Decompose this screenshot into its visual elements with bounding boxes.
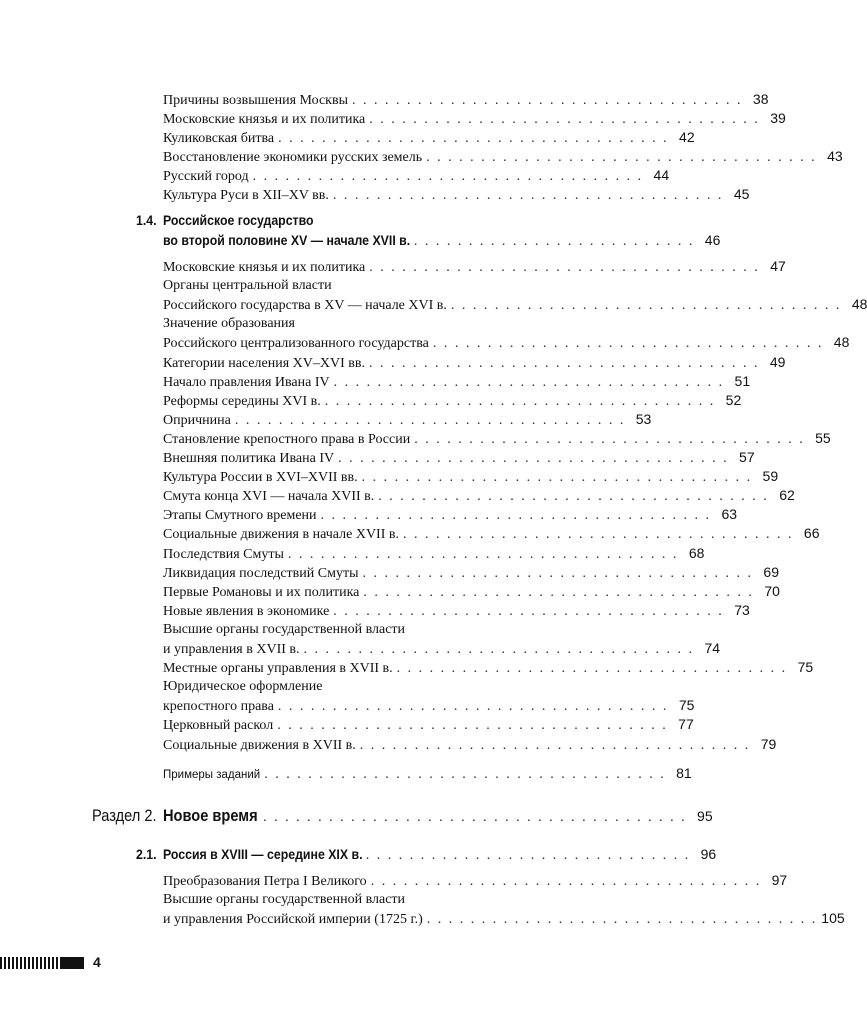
toc-entry[interactable] — [163, 505, 738, 525]
leader-dots: . . . . . . . . . . . . . . . . . . . . . . . . . . . . . . . . . . . . — [332, 188, 724, 203]
section-2-1-title: Россия в XVIII — середине XIX в. — [163, 846, 363, 862]
toc-entry-text: Куликовская битва — [163, 131, 275, 146]
leader-dots: . . . . . . . . . . . . . . . . . . . . . . . . . . . . . . . . . . . . — [324, 393, 716, 409]
toc-entry[interactable] — [163, 128, 695, 148]
toc-entry-text: Церковный раскол — [163, 718, 274, 734]
toc-entry[interactable] — [163, 639, 721, 659]
page-number: 48 — [851, 296, 867, 313]
page-number: 70 — [764, 582, 780, 599]
toc-entry-text: крепостного права — [163, 699, 274, 715]
page-number: 55 — [815, 429, 831, 446]
toc-entry-text: Местные органы управления в XVII в. — [163, 661, 393, 677]
leader-dots: . . . . . . . . . . . . . . . . . . . . . . . . . . . . . . . . . . . . — [277, 718, 668, 734]
toc-entry[interactable] — [163, 372, 751, 392]
page-number: 59 — [762, 468, 779, 485]
leader-dots: . . . . . . . . . . . . . . . . . . . . . . . . . . . . . . . . . . . . — [369, 260, 760, 275]
page-number: 69 — [763, 563, 779, 580]
page-number: 73 — [734, 601, 750, 618]
part-2-label: Раздел 2. — [92, 806, 157, 825]
toc-entry-text: и управления в XVII в. — [163, 642, 300, 657]
toc-entry-text: Реформы середины XVI в. — [163, 393, 321, 409]
leader-dots: . . . . . . . . . . . . . . . . . . . . . . . . . . . . . . — [365, 848, 691, 863]
page-number: 43 — [827, 148, 843, 164]
toc-entry[interactable] — [163, 582, 780, 602]
toc-entry[interactable] — [163, 353, 786, 373]
leader-dots: . . . . . . . . . . . . . . . . . . . . . . . . . . . . . . . . . . . . — [303, 642, 695, 657]
toc-entry[interactable] — [163, 429, 831, 449]
toc-entry-text: Юридическое оформление — [163, 679, 323, 695]
toc-entry-text: Русский город — [163, 169, 249, 184]
toc-entry-text: Примеры заданий — [163, 769, 261, 781]
page-number: 75 — [797, 659, 814, 676]
page-number: 77 — [678, 716, 694, 733]
page-number: 105 — [821, 910, 845, 926]
leader-dots: . . . . . . . . . . . . . . . . . . . . . . . . . . . . . . . . . . . . — [287, 546, 679, 562]
section-2-1-number: 2.1. — [136, 846, 157, 862]
page-number: 96 — [700, 846, 717, 862]
leader-dots: . . . . . . . . . . . . . . . . . . . . . . . . . . . . . . . . . . . . — [361, 470, 753, 486]
page-number: 46 — [704, 232, 721, 248]
leader-dots: . . . . . . . . . . . . . . . . . . . . . . . . . . . . . . . . . . . . — [396, 661, 788, 677]
toc-entry[interactable] — [163, 601, 750, 621]
toc-entry[interactable] — [163, 295, 867, 315]
leader-dots: . . . . . . . . . . . . . . . . . . . . . . . . . . . . . . . . . . . . — [252, 169, 644, 184]
leader-dots: . . . . . . . . . . . . . . . . . . . . . . . . . . . . . . . . . . . . — [378, 489, 769, 505]
section-1-4-title: во второй половине XV — начале XVII в. — [163, 232, 411, 248]
toc-section-2-1[interactable] — [163, 845, 717, 865]
leader-dots: . . . . . . . . . . . . . . . . . . . . . . . . . . . . . . . . . . . . — [414, 431, 805, 447]
toc-entry[interactable] — [163, 314, 600, 333]
page-number: 53 — [635, 410, 652, 427]
toc-entry-text: Последствия Смуты — [163, 546, 284, 562]
page-number: 95 — [697, 808, 713, 824]
leader-dots: . . . . . . . . . . . . . . . . . . . . . . . . . . . . . . . . . . . . — [277, 699, 669, 715]
page-number: 81 — [676, 765, 692, 781]
toc-entry[interactable] — [163, 185, 750, 205]
section-1-4-title-line2[interactable] — [163, 231, 721, 251]
toc-entry[interactable] — [163, 677, 600, 696]
leader-dots: . . . . . . . . . . . . . . . . . . . . . . . . . . . . . . . . . . . . — [362, 565, 753, 581]
leader-dots: . . . . . . . . . . . . . . . . . . . . . . . . . . . . . . . . . . . . — [278, 131, 669, 146]
leader-dots: . . . . . . . . . . . . . . . . . . . . . . . . . . . . . . . . . . . . — [359, 737, 751, 753]
toc-entry[interactable] — [163, 544, 705, 564]
page-number: 49 — [769, 353, 786, 370]
toc-entry[interactable] — [163, 410, 652, 430]
leader-dots: . . . . . . . . . . . . . . . . . . . . . . . . . . . . . . . . . . . . — [234, 412, 626, 428]
page-number: 47 — [770, 258, 786, 274]
toc-entry[interactable] — [163, 715, 694, 735]
toc-entry-text: Социальные движения в начале XVII в. — [163, 527, 399, 543]
toc-entry-text: Начало правления Ивана IV — [163, 374, 330, 390]
toc-entry-text: Опричнина — [163, 412, 231, 428]
page-number: 75 — [678, 697, 695, 714]
leader-dots: . . . . . . . . . . . . . . . . . . . . . . . . . . . . . . . . . . . . — [320, 508, 712, 524]
toc-entry-text: Категории населения XV–XVI вв. — [163, 355, 365, 371]
toc-entry-text: Российского государства в XV — начале XVI в. — [163, 298, 447, 314]
toc-entry-text: Значение образования — [163, 316, 295, 332]
page-number: 38 — [752, 91, 769, 107]
leader-dots: . . . . . . . . . . . . . . . . . . . . . . . . . . . . . . . . . . . . . — [264, 767, 666, 782]
toc-entry[interactable] — [163, 658, 814, 678]
page-number: 79 — [760, 735, 777, 752]
toc-entry[interactable] — [163, 467, 779, 487]
toc-entry[interactable] — [163, 563, 779, 583]
page-number: 39 — [770, 110, 786, 126]
page-number: 52 — [725, 391, 742, 408]
toc-entry-text: Внешняя политика Ивана IV — [163, 451, 335, 466]
toc-entry[interactable] — [163, 696, 695, 716]
toc-entry-text: Московские князья и их политика — [163, 260, 366, 275]
toc-entry-text: Становление крепостного права в России — [163, 431, 411, 447]
toc-entry[interactable] — [163, 90, 769, 110]
toc-entry-text: Высшие органы государственной власти — [163, 621, 406, 637]
leader-dots: . . . . . . . . . . . . . . . . . . . . . . . . . . . . . . . . . . . . — [450, 298, 842, 314]
toc-entry[interactable] — [163, 735, 777, 755]
toc-entry[interactable] — [163, 147, 843, 167]
toc-entry-text: Новые явления в экономике — [163, 603, 330, 619]
leader-dots: . . . . . . . . . . . . . . . . . . . . . . . . . . — [413, 234, 695, 249]
page-number: 45 — [733, 186, 750, 202]
toc-entry[interactable] — [163, 391, 742, 411]
toc-entry-text: Культура России в XVI–XVII вв. — [163, 470, 358, 486]
page-number: 51 — [734, 372, 751, 389]
toc-entry[interactable] — [163, 486, 795, 506]
footer-page-number: 4 — [93, 954, 101, 970]
leader-dots: . . . . . . . . . . . . . . . . . . . . . . . . . . . . . . . . . . . . — [333, 374, 725, 390]
page-number: 97 — [771, 872, 788, 888]
toc-entry[interactable] — [163, 276, 600, 295]
page-number: 63 — [721, 506, 738, 523]
toc-entry-text: Социальные движения в XVII в. — [163, 737, 356, 753]
toc-entry-text: Ликвидация последствий Смуты — [163, 565, 359, 581]
toc-entry[interactable] — [163, 909, 845, 929]
toc-entry[interactable] — [163, 890, 600, 909]
toc-entry[interactable] — [163, 620, 600, 639]
section-1-4-title-line1: Российское государство — [163, 212, 314, 228]
leader-dots: . . . . . . . . . . . . . . . . . . . . . . . . . . . . . . . . . . . . — [363, 584, 754, 600]
leader-dots: . . . . . . . . . . . . . . . . . . . . . . . . . . . . . . . . . . . . — [370, 874, 762, 889]
toc-entry[interactable] — [163, 871, 788, 891]
leader-dots: . . . . . . . . . . . . . . . . . . . . . . . . . . . . . . . . . . . . — [352, 93, 743, 108]
toc-part-2[interactable] — [92, 806, 713, 827]
page-number: 74 — [704, 640, 721, 656]
page-number: 42 — [679, 129, 695, 145]
toc-entry-text: и управления Российской империи (1725 г.) — [163, 912, 423, 927]
leader-dots: . . . . . . . . . . . . . . . . . . . . . . . . . . . . . . . . . . . . — [426, 150, 817, 165]
page-number: 44 — [653, 167, 670, 183]
section-1-4-number: 1.4. — [136, 212, 157, 228]
toc-entry-text: Причины возвышения Москвы — [163, 93, 348, 108]
page-number: 57 — [739, 449, 755, 465]
toc-entry[interactable] — [163, 448, 755, 468]
toc-entry-text: Высшие органы государственной власти — [163, 892, 406, 907]
leader-dots: . . . . . . . . . . . . . . . . . . . . . . . . . . . . . . . . . . . . — [369, 112, 760, 127]
toc-entry[interactable] — [163, 166, 670, 186]
leader-dots: . . . . . . . . . . . . . . . . . . . . . . . . . . . . . . . . . . . . . . . — [263, 810, 687, 825]
leader-dots: . . . . . . . . . . . . . . . . . . . . . . . . . . . . . . . . . . . . — [338, 451, 729, 466]
page-number: 66 — [803, 525, 820, 542]
leader-dots: . . . . . . . . . . . . . . . . . . . . . . . . . . . . . . . . . . . . — [368, 355, 760, 371]
toc-entry-text: Восстановление экономики русских земель — [163, 150, 423, 165]
footer-barcode-decoration — [0, 957, 84, 969]
page-number: 68 — [688, 544, 705, 561]
leader-dots: . . . . . . . . . . . . . . . . . . . . . . . . . . . . . . . . . . . . — [426, 912, 818, 927]
toc-entry-text: Преобразования Петра I Великого — [163, 874, 367, 889]
leader-dots: . . . . . . . . . . . . . . . . . . . . . . . . . . . . . . . . . . . . — [432, 336, 824, 352]
leader-dots: . . . . . . . . . . . . . . . . . . . . . . . . . . . . . . . . . . . . — [402, 527, 794, 543]
toc-entry[interactable] — [163, 257, 786, 277]
toc-entry-text: Смута конца XVI — начала XVII в. — [163, 489, 375, 505]
toc-entry-text: Первые Романовы и их политика — [163, 584, 360, 600]
toc-entry-text: Культура Руси в XII–XV вв. — [163, 188, 329, 203]
leader-dots: . . . . . . . . . . . . . . . . . . . . . . . . . . . . . . . . . . . . — [333, 603, 724, 619]
page-number: 62 — [779, 487, 795, 504]
toc-entry-examples[interactable] — [163, 764, 692, 785]
page-number: 48 — [833, 334, 850, 351]
part-2-title: Новое время — [163, 806, 258, 825]
toc-entry-text: Этапы Смутного времени — [163, 508, 317, 524]
toc-entry-text: Московские князья и их политика — [163, 112, 366, 127]
toc-entry[interactable] — [163, 333, 850, 353]
toc-entry[interactable] — [163, 524, 820, 544]
toc-entry-text: Российского централизованного государства — [163, 336, 429, 352]
toc-entry[interactable] — [163, 109, 786, 129]
toc-entry-text: Органы центральной власти — [163, 278, 332, 294]
